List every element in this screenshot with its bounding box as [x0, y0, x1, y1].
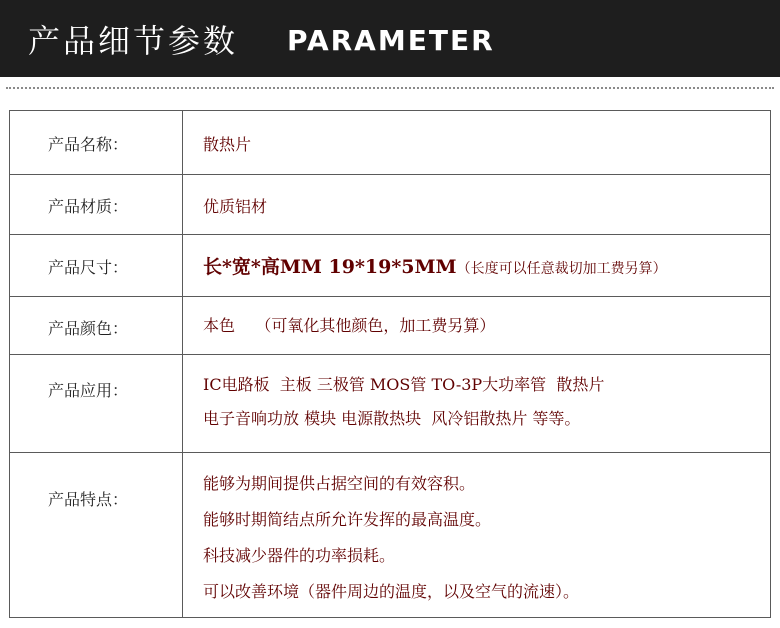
value-text: 优质铝材 [203, 197, 268, 216]
row-value [183, 175, 770, 234]
page-header [0, 0, 780, 77]
parameter-table [9, 110, 771, 618]
table-row [10, 111, 770, 175]
row-value [183, 297, 770, 354]
label-text: 产品颜色： [48, 319, 129, 338]
value-line: 可以改善环境（器件周边的温度，以及空气的流速）。 [203, 582, 580, 601]
table-row [10, 235, 770, 297]
table-row [10, 355, 770, 453]
value-line: 电子音响功放 模块 电源散热块 风冷铝散热片 等等。 [203, 409, 581, 428]
label-text: 产品尺寸： [48, 258, 129, 277]
row-value [183, 453, 770, 617]
label-text: 产品特点： [48, 490, 129, 509]
row-label [10, 297, 183, 354]
value-line: 能够时期简结点所允许发挥的最高温度。 [203, 510, 492, 529]
label-text: 产品材质： [48, 197, 129, 216]
header-title-en: PARAMETER [287, 24, 495, 57]
row-value [183, 111, 770, 174]
row-label [10, 175, 183, 234]
label-text: 产品应用： [48, 381, 129, 400]
size-note: （长度可以任意裁切加工费另算） [456, 261, 667, 277]
value-text: 散热片 [203, 135, 252, 154]
table-row [10, 453, 770, 617]
table-row [10, 175, 770, 235]
size-text: 长*宽*高MM 19*19*5MM [203, 256, 457, 278]
value-text: 本色 （可氧化其他颜色，加工费另算） [203, 316, 496, 335]
value-line: 科技减少器件的功率损耗。 [203, 546, 396, 565]
size-value [203, 252, 667, 279]
label-text: 产品名称： [48, 135, 129, 154]
row-label [10, 235, 183, 296]
dotted-divider [6, 87, 774, 89]
header-title-cn: 产品细节参数 [28, 22, 239, 60]
table-row [10, 297, 770, 355]
row-label [10, 111, 183, 174]
row-value [183, 235, 770, 296]
row-value [183, 355, 770, 452]
row-label [10, 453, 183, 617]
row-label [10, 355, 183, 452]
value-line: 能够为期间提供占据空间的有效容积。 [203, 474, 476, 493]
value-line: IC电路板 主板 三极管 MOS管 TO-3P大功率管 散热片 [203, 375, 605, 394]
